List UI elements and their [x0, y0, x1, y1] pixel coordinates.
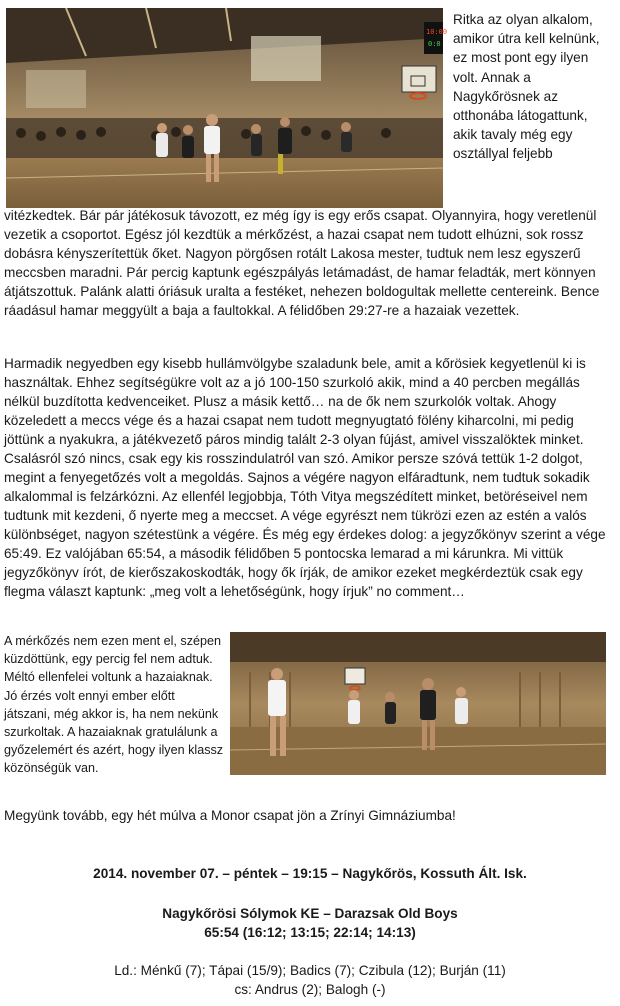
scoreboard-time: 10:00 — [426, 28, 448, 36]
match-teams: Nagykőrösi Sólymok KE – Darazsak Old Boys — [162, 906, 458, 921]
game-photo-2-illustration — [230, 632, 606, 775]
scoreboard-score: 0:0 — [428, 40, 441, 48]
game-photo-2 — [230, 632, 606, 775]
article-intro: Ritka az olyan alkalom, amikor útra kell kelnünk, ez most pont egy ilyen volt. Annak a Nagykőrösnek az otthonába látogattunk, akik tavaly még egy osztállyal feljebb — [453, 12, 600, 162]
roster-line-1: Ld.: Ménkű (7); Tápai (15/9); Badics (7); Czibula (12); Burján (11) — [114, 963, 506, 978]
game-photo-1 — [6, 8, 448, 208]
article-closing-line: Megyünk tovább, egy hét múlva a Monor csapat jön a Zrínyi Gimnáziumba! — [4, 808, 456, 823]
match-date-line: 2014. november 07. – péntek – 19:15 – Nagykőrös, Kossuth Ált. Isk. — [93, 866, 527, 881]
roster-line-2: cs: Andrus (2); Balogh (-) — [234, 982, 386, 997]
game-photo-1-illustration — [6, 8, 448, 208]
article-side-paragraph: A mérkőzés nem ezen ment el, szépen küzdöttünk, egy percig fel nem adtuk. Méltó ellenfelei voltunk a hazaiaknak. Jó érzés volt ennyi ember előtt játszani, még akkor is, ha nem nekünk szurkoltak. A hazaiaknak gratulálunk a győzelemért és azért, hogy ilyen klassz közönségük van. — [4, 634, 224, 776]
article-paragraph-1: vitézkedtek. Bár pár játékosuk távozott, ez még így is egy erős csapat. Olyannyira, hogy veretlenül vezetik a csoportot. Egész jól kezdtük a mérkőzést, a hazai csapat nem tudott elhúzni, sok rossz dobásra kényszerítettük őket. Nagyon pörgősen rotált Lakosa mester, tudtuk nem lesz egyszerű meccsben maradni. Pár percig kaptunk egészpályás letámadást, de hamar feladták, mert könnyen átjátszottuk. Palánk alatti óriásuk uralta a festéket, nehezen boldogultak mellette centereink. Bence ráadásul hamar meggyült a baja a faultokkal. A félidőben 29:27-re a hazaiak vezettek. — [4, 208, 600, 318]
match-score: 65:54 (16:12; 13:15; 22:14; 14:13) — [204, 925, 416, 940]
article-paragraph-2: Harmadik negyedben egy kisebb hullámvölgybe szaladunk bele, amit a kőrösiek kegyetlenül ki is használtak. Ehhez segítségükre volt az a jó 100-150 szurkoló akik, mind a 40 percben megállás nélkül buzdította kedvenceiket. Plusz a másik kettő… na de ők nem szurkolók voltak. Ahogy közeledett a meccs vége és a hazai csapat nem tudott megnyugtató fölény kiharcolni, mi pedig jöttünk a nyakukra, a játékvezető páros mindig talált 2-3 olyan fújást, amivel visszalöktek minket. Csalásról szó nincs, csak egy kis rosszindulatról van szó. Amikor persze szóvá tettük 1-2 dolgot, megint a fenyegetőzés volt a megoldás. Sajnos a végére nagyon elfáradtunk, nem tudtuk sokadik alkalommal is felzárkózni. Az ellenfél legjobbja, Tóth Vitya megszédített minket, betöréseivel nem tudtunk mit kezdeni, ő nyerte meg a meccset. A vége egyrészt nem tükrözi ezen az estén a valós különbséget, nagyon szétestünk a végére. És még egy érdekes dolog: a jegyzőkönyv szerint a vége 65:49. Ez valójában 65:54, a második félidőben 5 pontocska lemarad a mi kárunkra. Mi vittük jegyzőkönyv írót, de kierőszakoskodták, hogy ők írják, de amikor ezeket megkérdeztük csak egy flegma választ kaptunk: „meg volt a lehetőségünk, hogy írjuk” no comment… — [4, 356, 606, 599]
